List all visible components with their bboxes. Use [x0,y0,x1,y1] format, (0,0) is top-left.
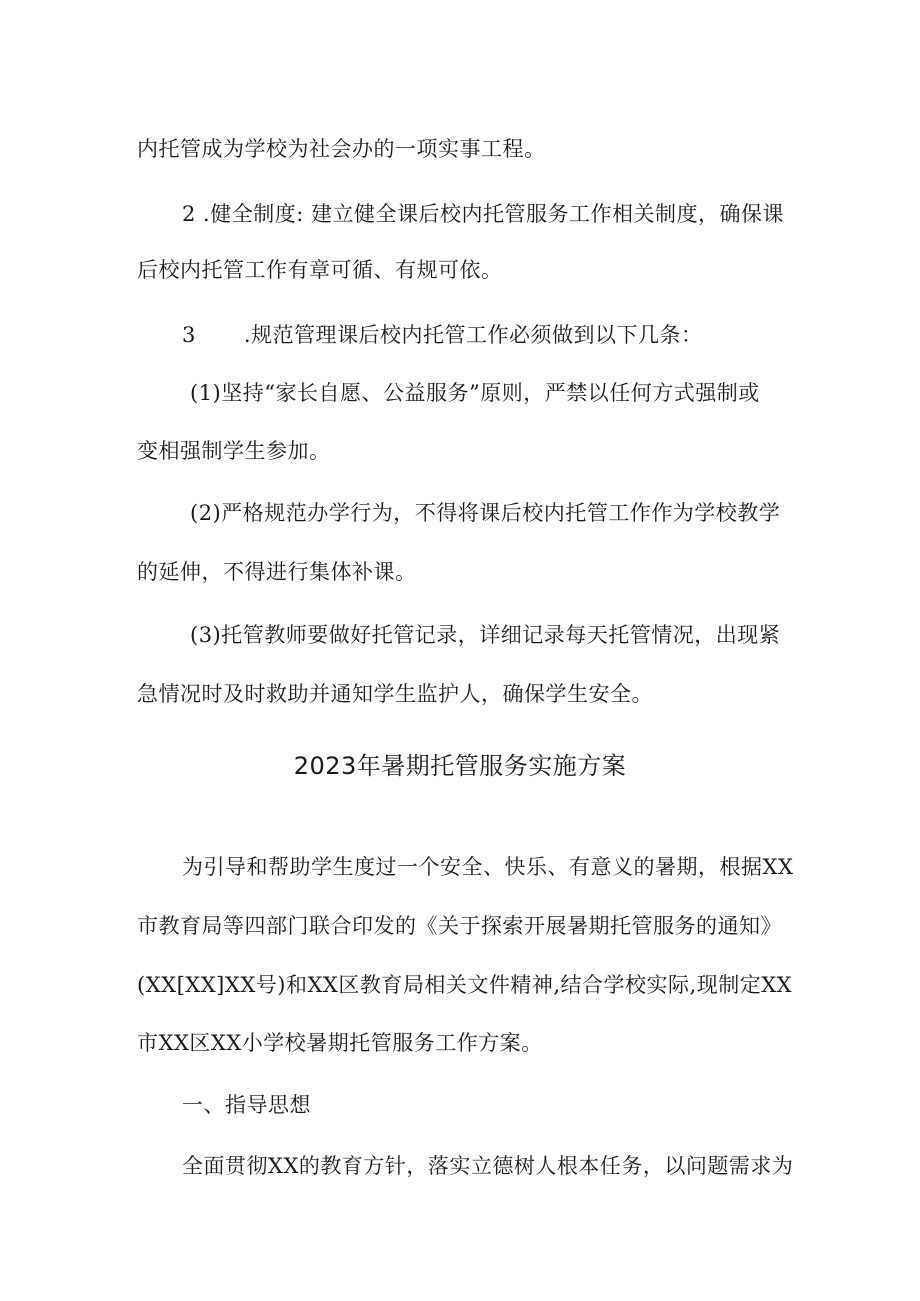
section-title: 2023年暑期托管服务实施方案 [293,752,627,780]
paragraph-line: (XX[XX]XX号)和XX区教育局相关文件精神,结合学校实际,现制定XX [137,973,793,997]
paragraph-line: 全面贯彻XX的教育方针，落实立德树人根本任务，以问题需求为 [182,1154,794,1178]
paragraph-line: 市XX区XX小学校暑期托管服务工作方案。 [137,1031,543,1055]
section-heading: 一、指导思想 [182,1093,311,1117]
paragraph-line: 2 .健全制度: 建立健全课后校内托管服务工作相关制度，确保课 [182,202,784,226]
item-number: 3 [182,323,196,347]
paragraph-line: 为引导和帮助学生度过一个安全、快乐、有意义的暑期，根据XX [182,855,794,879]
paragraph-line: 内托管成为学校为社会办的一项实事工程。 [137,137,546,161]
paragraph-line: 后校内托管工作有章可循、有规可依。 [137,258,503,282]
paragraph-line: 的延伸，不得进行集体补课。 [137,560,417,584]
paragraph-line: (3)托管教师要做好托管记录，详细记录每天托管情况，出现紧 [190,623,781,647]
paragraph-line: 急情况时及时救助并通知学生监护人，确保学生安全。 [137,682,653,706]
paragraph-line: 市教育局等四部门联合印发的《关于探索开展暑期托管服务的通知》 [137,914,782,938]
paragraph-line: 变相强制学生参加。 [137,439,331,463]
paragraph-line: (2)严格规范办学行为，不得将课后校内托管工作作为学校教学 [190,501,781,525]
item-text: .规范管理课后校内托管工作必须做到以下几条： [243,323,703,347]
paragraph-line: (1)坚持“家长自愿、公益服务”原则，严禁以任何方式强制或 [190,381,760,405]
paragraph-line [182,320,842,350]
